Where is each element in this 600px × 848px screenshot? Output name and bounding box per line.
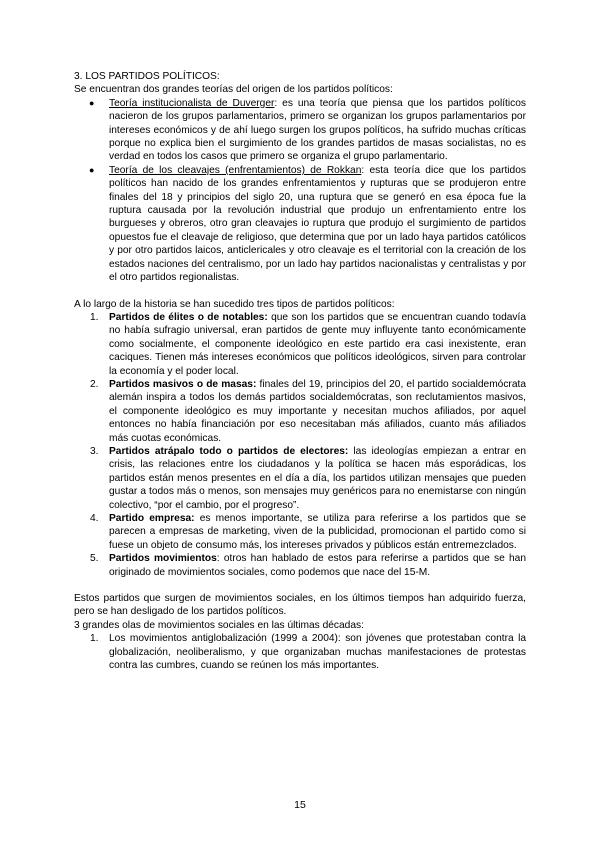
item-number: 1. (90, 311, 99, 323)
section-heading: 3. LOS PARTIDOS POLÍTICOS: (74, 71, 220, 82)
type-title: Partidos atrápalo todo o partidos de electores: (109, 445, 349, 457)
list-item (74, 97, 526, 164)
theory-text: : esta teoría dice que los partidos políticos han nacido de los grandes enfrentamientos y rupturas que se produjeron entre finales del 18 y principios del siglo 20, una ruptura que se generó en esa época fue la ruptura causada por la revolución industrial que produjo un enfrentamiento entre los burgueses y obreros, otro gran cleavajes io ruptura que produjo el surgimiento de partidos opuestos fue el cleavaje de religioso, que determina que por un lado haya partidos católicos y por otro partidos laicos, anticlericales y otro cleavaje es el territorial con la creación de los estados naciones del centralismo, por un lado hay partidos nacionalistas y centralistas y por el otro partidos regionalistas. (109, 164, 526, 284)
type-title: Partido empresa: (109, 513, 195, 524)
type-text: las ideologías empiezan a entrar en crisis, las relaciones entre los ciudadanos y la política se hacen más esporádicas, los partidos están menos presentes en el día a día, los partidos utilizan mensajes que pueden gustar a todos más o menos, son mensajes muy genéricos para no enemistarse con ningún colectivo, “por el cambio, por el progreso”. (109, 445, 526, 511)
item-number: 3. (90, 445, 99, 457)
closing-paragraph: Estos partidos que surgen de movimientos sociales, en los últimos tiempos han adquirido fuerza, pero se han desligado de los partidos políticos. (74, 593, 526, 618)
item-number: 4. (90, 513, 99, 524)
intro-paragraph: Se encuentran dos grandes teorías del origen de los partidos políticos: (74, 84, 393, 96)
waves-intro: 3 grandes olas de movimientos sociales en las últimas décadas: (74, 619, 364, 631)
bullet-icon: ● (89, 164, 95, 175)
theories-list (74, 97, 526, 285)
theory-title: Teoría de los cleavajes (enfrentamientos) de Rokkan (109, 164, 362, 176)
list-item (74, 445, 526, 512)
list-item (74, 378, 526, 445)
bullet-icon: ● (89, 97, 95, 108)
wave-text: Los movimientos antiglobalización (1999 a 2004): son jóvenes que protestaban contra la globalización, neoliberalismo, y que organizaban muchas manifestaciones de protestas contra las cumbres, cuando se reúnen los más importantes. (109, 633, 526, 672)
type-text: finales del 19, principios del 20, el partido socialdemócrata alemán inspira a todos los demás partidos socialdemócratas, son reclutamientos masivos, el componente ideológico es muy importante y necesitan muchos afiliados, por aquel entonces no había financiación por eso necesitaban más afiliados, cuanto más afiliados más cuotas económicas. (109, 378, 526, 444)
list-item (74, 632, 526, 672)
type-text: : otros han hablado de estos para referirse a partidos que se han originado de movimientos sociales, como podemos que nace del 15-M. (109, 553, 526, 578)
theory-title: Teoría institucionalista de Duverger (109, 97, 275, 109)
list-item (74, 512, 526, 552)
item-number: 2. (90, 378, 99, 390)
list-item (74, 552, 526, 579)
list-item (74, 164, 526, 285)
type-text: que son los partidos que se encuentran cuando todavía no había sufragio universal, eran partidos de gente muy influyente tanto económicamente como socialmente, el componente ideológico en este partido era casi inexistente, eran caciques. Tienen más intereses económicos que políticos ideológicos, sirven para controlar la economía y el poder local. (109, 311, 526, 377)
list-item (74, 311, 526, 378)
document-body (74, 70, 526, 672)
item-number: 1. (90, 633, 99, 645)
theory-text: : es una teoría que piensa que los partidos políticos nacieron de los grupos parlamentarios, primero se organizan los grupos parlamentarios por intereses económicos y de ahí luego surgen los grupos políticos, ha sufrido muchas críticas porque no explica bien el surgimiento de los grandes partidos de masas socialistas, no es verdad en todos los casos que primero se organiza el grupo parlamentario. (109, 97, 527, 163)
type-title: Partidos movimientos (109, 553, 217, 565)
item-number: 5. (90, 553, 99, 565)
type-title: Partidos masivos o de masas: (109, 378, 257, 390)
party-types-list (74, 311, 526, 579)
type-title: Partidos de élites o de notables: (109, 311, 268, 323)
type-text: es menos importante, se utiliza para referirse a los partidos que se parecen a empresas de marketing, viven de la publicidad, promocionan el partido como si fuese un objeto de consumo más, los intereses privados y públicos están entremezclados. (109, 513, 526, 551)
types-intro: A lo largo de la historia se han sucedido tres tipos de partidos políticos: (74, 298, 395, 310)
page-number: 15 (294, 799, 306, 811)
waves-list (74, 632, 526, 672)
